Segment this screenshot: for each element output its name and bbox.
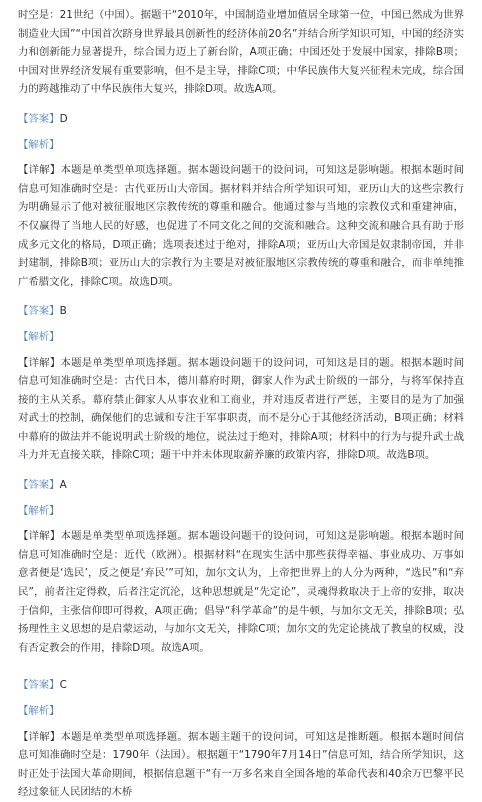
answer-line bbox=[18, 110, 464, 129]
spacer bbox=[18, 154, 464, 161]
spacer bbox=[18, 291, 464, 302]
spacer bbox=[18, 321, 464, 328]
spacer bbox=[18, 695, 464, 702]
answer-line bbox=[18, 676, 464, 695]
spacer bbox=[18, 721, 464, 728]
spacer bbox=[18, 465, 464, 476]
answer-label: 【答案】 bbox=[18, 679, 60, 692]
answer-label: 【答案】 bbox=[18, 305, 60, 318]
spacer bbox=[18, 520, 464, 527]
explanation-paragraph: 【详解】本题是单类型单项选择题。据本题设问题干的设问词，可知这是影响题。根据本题时间信息可知准确时空是：近代（欧洲）。根据材料“在现实生活中那些获得幸福、事业成功、万事如意者便是‘选民’，反之便是‘弃民’”可知，加尔文认为，上帝把世界上的人分为两种，“选民”和“弃民”，前者注定得救，后者注定沉沦，这种思想就是“先定论”，灵魂得救取决于上帝的安排，取决于信仰，主张信仰即可得救，A项正确；倡导“科学革命”的是牛顿，与加尔文无关，排除B项；弘扬理性主义思想的是启蒙运动，与加尔文无关，排除C项；加尔文的先定论挑战了教皇的权威，没有否定教会的作用，排除D项。故选A项。 bbox=[18, 530, 464, 654]
analysis-label: 【解析】 bbox=[18, 330, 60, 343]
spacer bbox=[18, 347, 464, 354]
answer-label: 【答案】 bbox=[18, 479, 60, 492]
explanation-paragraph: 【详解】本题是单类型单项选择题。据本题主题干的设问词，可知这是推断题。根据本题时间信息可知准确时空是：1790年（法国）。根据题干“1790年7月14日”信息可知，结合所学知识，这时正处于法国大革命期间，根据信息题干“有一万多名来自全国各地的革命代表和40余万巴黎平民经过象征人民团结的木桥 bbox=[18, 730, 464, 799]
explanation-paragraph: 【详解】本题是单类型单项选择题。据本题设问题干的设问词，可知这是目的题。根据本题时间信息可知准确时空是：古代日本，德川幕府时期，御家人作为武士阶级的一部分，与将军保持直接的主从关系。幕府禁止御家人从事农业和工商业，并对违反者进行严惩，主要目的是为了加强对武士的控制，确保他们的忠诚和专注于军事职责，而不是分心于其他经济活动，B项正确；材料中幕府的做法并不能说明武士阶级的地位，说法过于绝对，排除A项；材料中的行为与提升武士战斗力并无直接关联，排除C项；题干中并未体现取薪养廉的政策内容，排除D项。故选B项。 bbox=[18, 356, 464, 462]
analysis-label: 【解析】 bbox=[18, 705, 60, 717]
analysis-label: 【解析】 bbox=[18, 138, 60, 151]
answer-value: A bbox=[59, 479, 67, 492]
spacer bbox=[18, 657, 464, 676]
spacer bbox=[18, 129, 464, 136]
answer-value: D bbox=[59, 112, 68, 125]
answer-value: B bbox=[59, 305, 67, 318]
analysis-label: 【解析】 bbox=[18, 504, 60, 517]
answer-line bbox=[18, 476, 464, 495]
answer-line bbox=[18, 302, 464, 321]
answer-label: 【答案】 bbox=[18, 112, 60, 125]
answer-value: C bbox=[59, 679, 67, 692]
explanation-paragraph: 【详解】本题是单类型单项选择题。据本题设问题干的设问词，可知这是影响题。根据本题时间信息可知准确时空是：古代亚历山大帝国。据材料并结合所学知识可知，亚历山大的这些宗教行为明确显示了他对被征服地区宗教传统的尊重和融合。他通过参与当地的宗教仪式和重建神庙，不仅赢得了当地人民的好感，也促进了不同文化之间的交流和融合。这种交流和融合具有助于形成多元文化的格局，D项正确；选项表述过于绝对，排除A项；亚历山大帝国是奴隶制帝国，并非封建制，排除B项；亚历山大的宗教行为主要是对被征服地区宗教传统的尊重和融合，而非单纯推广希腊文化，排除C项。故选D项。 bbox=[18, 164, 464, 288]
spacer bbox=[18, 99, 464, 110]
spacer bbox=[18, 495, 464, 502]
explanation-paragraph: 时空是：21世纪（中国）。据题干“2010年，中国制造业增加值居全球第一位，中国已然成为世界制造业大国”“中国首次跻身世界最具创新性的经济体前20名”并结合所学知识可知，中国的经济实力和创新能力显著提升，综合国力迈上了新台阶，A项正确；中国还处于发展中国家，排除B项；中国对世界经济发展有重要影响，但不是主导，排除C项；中华民族伟大复兴征程未完成，综合国力的跨越推动了中华民族伟大复兴，排除D项。故选A项。 bbox=[18, 9, 464, 96]
